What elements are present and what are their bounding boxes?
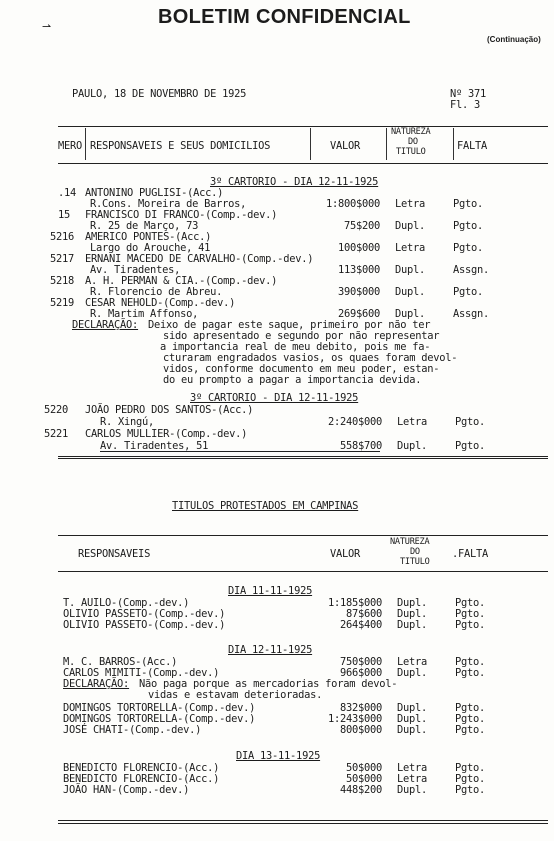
entry-text: R. 25 de Março, 73 xyxy=(90,220,199,232)
entry-number: 5217 xyxy=(50,253,75,265)
row-falta: Pgto. xyxy=(455,762,486,774)
table2-top-rule xyxy=(58,535,548,536)
row-natureza: Dupl. xyxy=(397,597,428,609)
col-divider xyxy=(310,128,311,160)
entry-number: 5220 xyxy=(44,404,69,416)
sheet-number: Fl. 3 xyxy=(450,99,481,111)
campinas-title: TITULOS PROTESTADOS EM CAMPINAS xyxy=(172,500,359,512)
row-resp: T. AUILO-(Comp.-dev.) xyxy=(63,597,190,609)
entry-number: .14 xyxy=(58,187,77,199)
entry-valor: 1:800$000 xyxy=(325,198,380,210)
col-header-natureza: NATUREZA xyxy=(390,537,430,547)
entry-valor: 558$700 xyxy=(339,440,382,452)
col-header-responsaveis: RESPONSAVEIS xyxy=(78,548,151,560)
row-falta: Pgto. xyxy=(455,597,486,609)
bulletin-number: Nº 371 xyxy=(450,88,487,100)
entry-falta: Pgto. xyxy=(453,242,484,254)
entry-text: ERNANI MACEDO DE CARVALHO-(Comp.-dev.) xyxy=(85,253,314,265)
entry-falta: Pgto. xyxy=(455,416,486,428)
col-header-falta: .FALTA xyxy=(452,548,489,560)
row-valor: 50$000 xyxy=(345,762,382,774)
entry-valor: 390$000 xyxy=(337,286,380,298)
section-divider xyxy=(58,458,548,459)
entry-valor: 269$600 xyxy=(337,308,380,320)
entry-number: 15 xyxy=(58,209,71,221)
declaracao-line: Não paga porque as mercadorias foram devol- xyxy=(139,678,398,690)
row-valor: 50$000 xyxy=(345,773,382,785)
row-valor: 750$000 xyxy=(339,656,382,668)
row-falta: Pgto. xyxy=(455,667,486,679)
entry-natureza: Dupl. xyxy=(395,220,426,232)
arrow-icon: ⇀ xyxy=(42,20,52,33)
row-valor: 800$000 xyxy=(339,724,382,736)
row-falta: Pgto. xyxy=(455,619,486,631)
section-divider xyxy=(58,456,548,457)
col-header-valor: VALOR xyxy=(330,548,361,560)
entry-valor: 100$000 xyxy=(337,242,380,254)
row-falta: Pgto. xyxy=(455,608,486,620)
row-valor: 1:185$000 xyxy=(327,597,382,609)
col-header-natureza: DO xyxy=(408,137,418,147)
entry-text: Av. Tiradentes, xyxy=(90,264,181,276)
entry-number: 5221 xyxy=(44,428,69,440)
entry-natureza: Letra xyxy=(395,198,426,210)
col-header-natureza: TITULO xyxy=(400,557,430,567)
section-heading: 3º CARTORIO - DIA 12-11-1925 xyxy=(190,392,359,404)
row-valor: 448$200 xyxy=(339,784,382,796)
entry-text: AMERICO PONTES-(Acc.) xyxy=(85,231,212,243)
col-header-valor: VALOR xyxy=(330,140,361,152)
row-falta: Pgto. xyxy=(455,702,486,714)
row-falta: Pgto. xyxy=(455,656,486,668)
row-natureza: Dupl. xyxy=(397,608,428,620)
entry-natureza: Letra xyxy=(397,416,428,428)
declaracao-line: vidas e estavam deterioradas. xyxy=(148,689,323,701)
entry-falta: Pgto. xyxy=(455,440,486,452)
col-header-responsaveis: RESPONSAVEIS E SEUS DOMICILIOS xyxy=(90,140,271,152)
entry-natureza: Dupl. xyxy=(395,308,426,320)
entry-valor: 113$000 xyxy=(337,264,380,276)
row-valor: 832$000 xyxy=(339,702,382,714)
entry-natureza: Dupl. xyxy=(395,286,426,298)
row-falta: Pgto. xyxy=(455,784,486,796)
row-resp: JOSÉ CHATI-(Comp.-dev.) xyxy=(63,724,202,736)
entry-text: A. H. PERMAN & CIA.-(Comp.-dev.) xyxy=(85,275,278,287)
entry-falta: Pgto. xyxy=(453,286,484,298)
entry-text: R. Florencio de Abreu. xyxy=(90,286,223,298)
row-natureza: Letra xyxy=(397,762,428,774)
table2-bottom-rule xyxy=(58,571,548,572)
entry-text: JOÃO PEDRO DOS SANTOS-(Acc.) xyxy=(85,404,254,416)
row-resp: OLIVIO PASSETO-(Comp.-dev.) xyxy=(63,608,226,620)
entry-text: R. Martim Affonso, xyxy=(90,308,199,320)
day-heading: DIA 12-11-1925 xyxy=(228,644,313,656)
page-title: BOLETIM CONFIDENCIAL xyxy=(158,6,411,28)
footer-rule xyxy=(58,823,548,824)
row-falta: Pgto. xyxy=(455,713,486,725)
entry-text: R.Cons. Moreira de Barros, xyxy=(90,198,247,210)
entry-valor: 75$200 xyxy=(343,220,380,232)
declaracao-line: cturaram engradados vasios, os quaes foram devol- xyxy=(163,352,458,364)
entry-falta: Pgto. xyxy=(453,198,484,210)
entry-text: FRANCISCO DI FRANCO-(Comp.-dev.) xyxy=(85,209,278,221)
entry-text: R. Xingú, xyxy=(100,416,155,428)
entry-natureza: Letra xyxy=(395,242,426,254)
row-resp: JOÃO HAN-(Comp.-dev.) xyxy=(63,784,190,796)
day-heading: DIA 13-11-1925 xyxy=(236,750,321,762)
address-underline xyxy=(100,451,380,452)
entry-number: 5218 xyxy=(50,275,75,287)
table1-top-rule xyxy=(58,126,548,127)
col-divider xyxy=(453,128,454,160)
entry-natureza: Dupl. xyxy=(397,440,428,452)
col-divider xyxy=(85,128,86,160)
entry-text: ANTONINO PUGLISI-(Acc.) xyxy=(85,187,224,199)
declaracao-line: vidos, conforme documento em meu poder, estan- xyxy=(163,363,440,375)
entry-natureza: Dupl. xyxy=(395,264,426,276)
row-natureza: Dupl. xyxy=(397,702,428,714)
row-resp: CARLOS MIMITI-(Comp.-dev.) xyxy=(63,667,220,679)
entry-text: CARLOS MULLIER-(Comp.-dev.) xyxy=(85,428,248,440)
declaracao-line: Deixo de pagar este saque, primeiro por não ter xyxy=(148,319,431,331)
section-heading: 3º CARTORIO - DIA 12-11-1925 xyxy=(210,176,379,188)
row-natureza: Letra xyxy=(397,773,428,785)
row-natureza: Dupl. xyxy=(397,724,428,736)
row-valor: 1:243$000 xyxy=(327,713,382,725)
col-header-number: MERO xyxy=(58,140,83,152)
row-valor: 87$600 xyxy=(345,608,382,620)
col-header-natureza: NATUREZA xyxy=(391,127,431,137)
entry-falta: Assgn. xyxy=(453,264,490,276)
row-resp: DOMINGOS TORTORELLA-(Comp.-dev.) xyxy=(63,713,256,725)
continuation-label: (Continuação) xyxy=(487,35,541,44)
declaracao-label: DECLARAÇÃO: xyxy=(72,319,139,331)
entry-text: Av. Tiradentes, 51 xyxy=(100,440,209,452)
row-resp: OLIVIO PASSETO-(Comp.-dev.) xyxy=(63,619,226,631)
entry-number: 5219 xyxy=(50,297,75,309)
declaracao-line: a importancia real de meu debito, pois me fa- xyxy=(160,341,431,353)
table1-bottom-rule xyxy=(58,163,548,164)
declaracao-line: sido apresentado e segundo por não representar xyxy=(163,330,440,342)
row-falta: Pgto. xyxy=(455,773,486,785)
entry-number: 5216 xyxy=(50,231,75,243)
col-header-natureza: DO xyxy=(410,547,420,557)
row-resp: BENEDICTO FLORENCIO-(Acc.) xyxy=(63,773,220,785)
declaracao-line: do eu prompto a pagar a importancia devida. xyxy=(163,374,422,386)
row-natureza: Letra xyxy=(397,656,428,668)
row-natureza: Dupl. xyxy=(397,784,428,796)
row-resp: BENEDICTO FLORENCIO-(Acc.) xyxy=(63,762,220,774)
col-header-falta: FALTA xyxy=(457,140,488,152)
row-falta: Pgto. xyxy=(455,724,486,736)
row-natureza: Dupl. xyxy=(397,667,428,679)
entry-text: Largo do Arouche, 41 xyxy=(90,242,211,254)
place-date: PAULO, 18 DE NOVEMBRO DE 1925 xyxy=(72,88,247,100)
row-resp: DOMINGOS TORTORELLA-(Comp.-dev.) xyxy=(63,702,256,714)
col-header-natureza: TITULO xyxy=(396,147,426,157)
row-valor: 966$000 xyxy=(339,667,382,679)
entry-valor: 2:240$000 xyxy=(327,416,382,428)
day-heading: DIA 11-11-1925 xyxy=(228,585,313,597)
entry-falta: Pgto. xyxy=(453,220,484,232)
col-divider xyxy=(386,128,387,160)
entry-falta: Assgn. xyxy=(453,308,490,320)
entry-text: CESAR NEHOLD-(Comp.-dev.) xyxy=(85,297,236,309)
declaracao-label: DECLARAÇÃO: xyxy=(63,678,130,690)
row-natureza: Dupl. xyxy=(397,619,428,631)
footer-rule xyxy=(58,820,548,821)
row-resp: M. C. BARROS-(Acc.) xyxy=(63,656,178,668)
row-valor: 264$400 xyxy=(339,619,382,631)
row-natureza: Dupl. xyxy=(397,713,428,725)
